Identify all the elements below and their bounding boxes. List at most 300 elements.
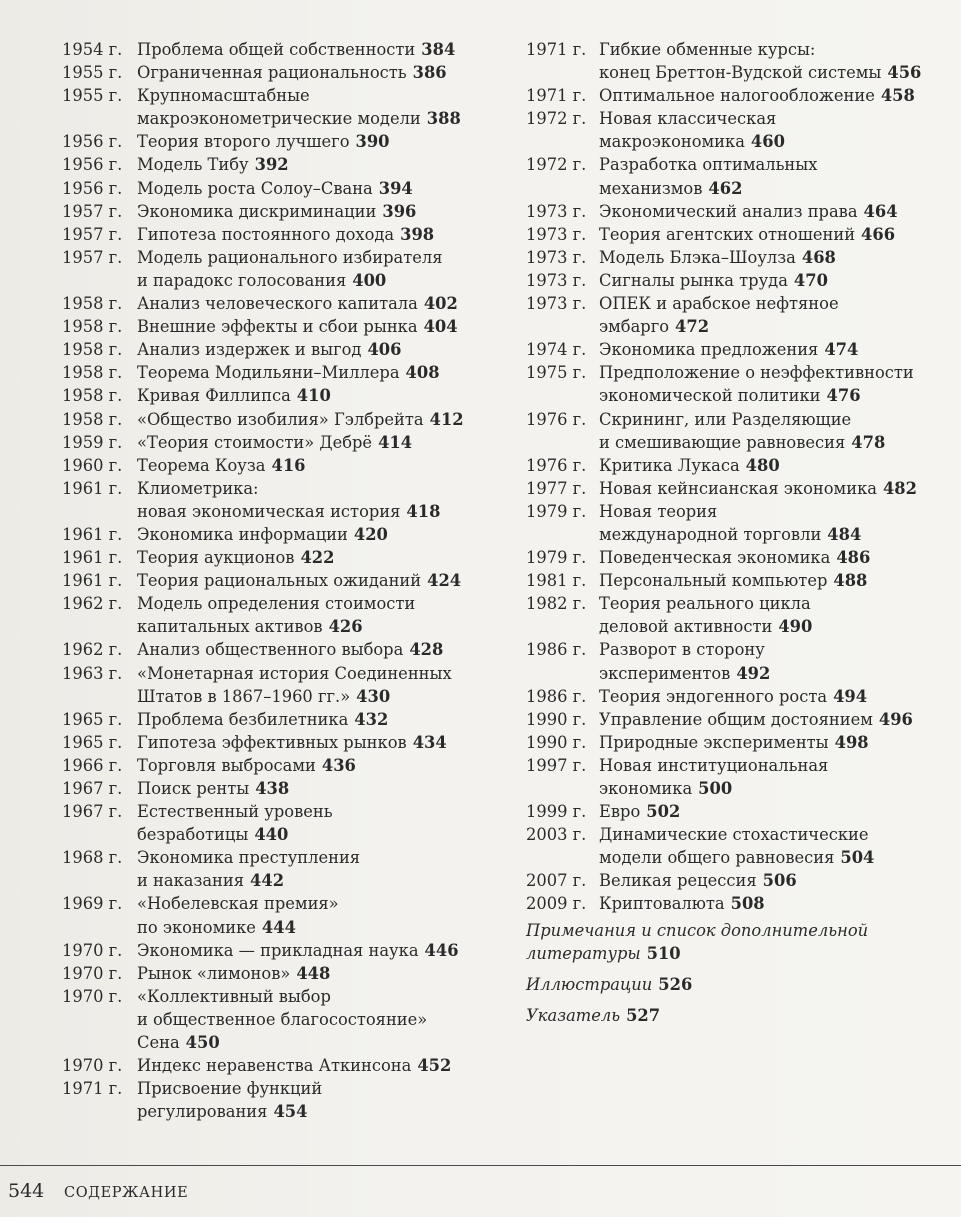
entry-title (599, 869, 951, 892)
entry-page-number: 492 (736, 663, 771, 683)
entry-page-number: 468 (801, 247, 836, 267)
entry-year: 1970 г. (62, 986, 123, 1006)
toc-entry[interactable] (62, 38, 502, 61)
entry-title (599, 269, 951, 292)
entry-title-line: Экономика преступления (137, 848, 361, 868)
entry-year: 1954 г. (62, 40, 123, 59)
entry-year: 1961 г. (62, 548, 123, 568)
entry-title-line: «Нобелевская премия» (137, 894, 339, 914)
toc-entry[interactable] (62, 708, 502, 731)
entry-page-number: 470 (793, 270, 828, 290)
entry-title (137, 292, 502, 315)
entry-title (137, 846, 502, 892)
toc-entry[interactable] (526, 269, 951, 292)
entry-title-line: Естественный уровень (137, 802, 333, 822)
entry-title-line: «Общество изобилия» Гэлбрейта (137, 409, 424, 429)
entry-year: 1957 г. (62, 201, 123, 221)
entry-page-number: 472 (675, 317, 710, 337)
entry-year: 1957 г. (62, 247, 123, 267)
toc-entry[interactable] (526, 338, 951, 361)
back-matter-title-line: Указатель (526, 1005, 621, 1025)
entry-title (599, 477, 951, 500)
entry-title-line: Персональный компьютер (599, 571, 828, 591)
entry-title-line: Теория рациональных ожиданий (137, 571, 422, 591)
back-matter-entry[interactable] (526, 1004, 951, 1027)
toc-entry[interactable] (62, 731, 502, 754)
entry-title (137, 962, 502, 985)
entry-title (599, 223, 951, 246)
entry-title-line: Проблема безбилетника (137, 709, 349, 729)
entry-title-line: ОПЕК и арабское нефтяное (599, 294, 839, 314)
entry-title (137, 708, 502, 731)
entry-page-number: 418 (406, 501, 441, 521)
toc-entry[interactable] (62, 892, 502, 938)
entry-title (137, 431, 502, 454)
back-matter-title-line: Примечания и список дополнительной (526, 920, 869, 940)
entry-page-number: 396 (382, 201, 417, 221)
entry-title (137, 153, 502, 176)
entry-page-number: 466 (861, 224, 896, 244)
toc-entry[interactable] (62, 800, 502, 846)
entry-title-line: Гибкие обменные курсы: (599, 40, 816, 59)
entry-page-number: 502 (646, 802, 681, 822)
toc-entry[interactable] (62, 454, 502, 477)
entry-title (137, 454, 502, 477)
toc-entry[interactable] (526, 592, 951, 638)
entry-page-number: 444 (261, 917, 296, 937)
entry-title (599, 200, 951, 223)
entry-page-number: 436 (321, 755, 356, 775)
entry-page-number: 454 (273, 1102, 308, 1122)
entry-year: 1961 г. (62, 524, 123, 544)
entry-title (137, 61, 502, 84)
entry-title-line: «Монетарная история Соединенных (137, 663, 452, 683)
entry-title-line: новая экономическая история (137, 501, 401, 521)
entry-title-line: Теорема Коуза (137, 455, 266, 475)
entry-page-number: 442 (250, 871, 285, 891)
toc-entry[interactable] (62, 754, 502, 777)
entry-title-line: Новая теория (599, 501, 718, 521)
back-matter-entry[interactable] (526, 973, 951, 996)
toc-entry[interactable] (62, 61, 502, 84)
entry-year: 1976 г. (526, 409, 587, 429)
entry-title (137, 38, 502, 61)
toc-entry[interactable] (62, 130, 502, 153)
entry-title-line: Гипотеза постоянного дохода (137, 224, 395, 244)
entry-page-number: 426 (328, 617, 363, 637)
toc-entry[interactable] (62, 246, 502, 292)
entry-page-number: 428 (409, 640, 444, 660)
entry-year: 1973 г. (526, 294, 587, 314)
entry-year: 1973 г. (526, 224, 587, 244)
entry-year: 1961 г. (62, 478, 123, 498)
toc-entry[interactable] (62, 477, 502, 523)
entry-title-line: безработицы (137, 825, 249, 845)
toc-entry[interactable] (526, 223, 951, 246)
toc-entry[interactable] (526, 638, 951, 684)
entry-title-line: Теория агентских отношений (599, 224, 856, 244)
entry-title-line: Евро (599, 802, 641, 822)
entry-year: 1981 г. (526, 571, 587, 591)
entry-title-line: Анализ общественного выбора (137, 640, 404, 660)
entry-year: 1965 г. (62, 732, 123, 752)
entry-title-line: Торговля выбросами (137, 755, 316, 775)
entry-year: 1958 г. (62, 294, 123, 314)
entry-year: 1976 г. (526, 455, 587, 475)
entry-title-line: эмбарго (599, 317, 670, 337)
entry-year: 1970 г. (62, 1056, 123, 1076)
entry-year: 1956 г. (62, 155, 123, 175)
entry-title-line: Экономика — прикладная наука (137, 940, 419, 960)
entry-year: 1979 г. (526, 501, 587, 521)
entry-title-line: Анализ издержек и выгод (137, 340, 362, 360)
toc-entry[interactable] (526, 454, 951, 477)
toc-entry[interactable] (62, 1054, 502, 1077)
entry-title (137, 569, 502, 592)
entry-year: 1958 г. (62, 340, 123, 360)
toc-entry[interactable] (62, 846, 502, 892)
toc-entry[interactable] (62, 84, 502, 130)
entry-title-line: Предположение о неэффективности (599, 363, 914, 383)
toc-entry[interactable] (62, 338, 502, 361)
entry-year: 1967 г. (62, 779, 123, 798)
entry-title-line: и парадокс голосования (137, 270, 347, 290)
entry-year: 1966 г. (62, 755, 123, 775)
entry-title (599, 361, 951, 407)
toc-entry[interactable] (526, 800, 951, 823)
entry-page-number: 406 (367, 340, 402, 360)
entry-title-line: Крупномасштабные (137, 86, 310, 106)
entry-page-number: 450 (185, 1033, 220, 1053)
entry-title (599, 38, 951, 84)
entry-title-line: экономика (599, 779, 693, 798)
entry-title (599, 823, 951, 869)
entry-title-line: Присвоение функций (137, 1079, 323, 1099)
entry-page-number: 508 (730, 894, 765, 914)
entry-page-number: 394 (378, 178, 413, 198)
entry-page-number: 452 (417, 1056, 452, 1076)
toc-entry[interactable] (62, 223, 502, 246)
footer-rule (0, 1165, 961, 1166)
entry-title (137, 315, 502, 338)
toc-right-column (526, 38, 951, 1027)
toc-entry[interactable] (62, 638, 502, 661)
toc-entry[interactable] (62, 662, 502, 708)
entry-page-number: 498 (834, 732, 869, 752)
entry-title-line: Ограниченная рациональность (137, 63, 407, 83)
entry-title (599, 153, 951, 199)
toc-entry[interactable] (526, 107, 951, 153)
toc-entry[interactable] (62, 384, 502, 407)
back-matter-entry[interactable] (526, 919, 951, 965)
entry-title (137, 1054, 502, 1077)
entry-title-line: Великая рецессия (599, 871, 757, 891)
entry-year: 1972 г. (526, 155, 587, 175)
entry-year: 1973 г. (526, 247, 587, 267)
entry-page-number: 474 (824, 340, 859, 360)
entry-year: 1962 г. (62, 640, 123, 660)
entry-page-number: 410 (296, 386, 331, 406)
toc-entry[interactable] (526, 292, 951, 338)
entry-page-number: 432 (354, 709, 389, 729)
entry-title (137, 384, 502, 407)
entry-title-line: Экономика информации (137, 524, 348, 544)
entry-page-number: 384 (421, 40, 456, 59)
toc-entry[interactable] (526, 754, 951, 800)
toc-entry[interactable] (526, 361, 951, 407)
entry-title-line: регулирования (137, 1102, 268, 1122)
entry-title-line: Разворот в сторону (599, 640, 765, 660)
entry-title-line: Анализ человеческого капитала (137, 294, 418, 314)
entry-page-number: 496 (878, 709, 913, 729)
entry-year: 1958 г. (62, 317, 123, 337)
entry-title (137, 523, 502, 546)
entry-title (137, 246, 502, 292)
entry-title (137, 546, 502, 569)
entry-year: 1973 г. (526, 270, 587, 290)
entry-year: 1971 г. (526, 86, 587, 106)
entry-title-line: Теория эндогенного роста (599, 686, 828, 706)
entry-title-line: Разработка оптимальных (599, 155, 818, 175)
back-matter-page-number: 526 (658, 974, 693, 994)
entry-page-number: 460 (750, 132, 785, 152)
entry-title-line: экспериментов (599, 663, 731, 683)
entry-title-line: Оптимальное налогообложение (599, 86, 875, 106)
entry-title-line: Критика Лукаса (599, 455, 740, 475)
entry-page-number: 440 (254, 825, 289, 845)
entry-title-line: экономической политики (599, 386, 821, 406)
entry-year: 2003 г. (526, 825, 587, 845)
entry-title-line: Теория реального цикла (599, 594, 811, 614)
entry-page-number: 430 (356, 686, 391, 706)
entry-title-line: Модель определения стоимости (137, 594, 416, 614)
entry-year: 1958 г. (62, 363, 123, 383)
entry-title-line: Экономика предложения (599, 340, 819, 360)
toc-entry[interactable] (526, 869, 951, 892)
toc-entry[interactable] (526, 408, 951, 454)
toc-entry[interactable] (526, 477, 951, 500)
page-footer (8, 1180, 188, 1202)
toc-entry[interactable] (62, 523, 502, 546)
entry-page-number: 480 (745, 455, 780, 475)
entry-title-line: Динамические стохастические (599, 825, 869, 845)
entry-year: 1955 г. (62, 63, 123, 83)
toc-entry[interactable] (62, 408, 502, 431)
toc-entry[interactable] (526, 569, 951, 592)
toc-entry[interactable] (526, 731, 951, 754)
entry-page-number: 386 (412, 63, 447, 83)
entry-title-line: Теорема Модильяни–Миллера (137, 363, 400, 383)
toc-entry[interactable] (62, 200, 502, 223)
entry-title (137, 223, 502, 246)
entry-page-number: 422 (300, 548, 335, 568)
entry-title-line: Рынок «лимонов» (137, 963, 291, 983)
entry-title (599, 84, 951, 107)
toc-entry[interactable] (526, 892, 951, 915)
entry-page-number: 404 (423, 317, 458, 337)
entry-title (137, 1077, 502, 1123)
entry-title-line: макроэконометрические модели (137, 109, 421, 129)
toc-entry[interactable] (62, 985, 502, 1054)
entry-year: 1977 г. (526, 478, 587, 498)
entry-page-number: 412 (429, 409, 464, 429)
entry-title (137, 638, 502, 661)
toc-entry[interactable] (526, 246, 951, 269)
entry-page-number: 488 (833, 571, 868, 591)
entry-page-number: 438 (255, 779, 290, 798)
toc-entry[interactable] (526, 823, 951, 869)
toc-entry[interactable] (62, 431, 502, 454)
entry-title-line: Поиск ренты (137, 779, 250, 798)
back-matter-title-line: Иллюстрации (526, 974, 653, 994)
entry-year: 1962 г. (62, 594, 123, 614)
entry-title-line: и наказания (137, 871, 245, 891)
entry-title-line: Управление общим достоянием (599, 709, 873, 729)
entry-page-number: 506 (762, 871, 797, 891)
toc-entry[interactable] (526, 84, 951, 107)
entry-title-line: Внешние эффекты и сбои рынка (137, 317, 418, 337)
entry-title-line: капитальных активов (137, 617, 323, 637)
entry-year: 1963 г. (62, 663, 123, 683)
toc-entry[interactable] (526, 708, 951, 731)
toc-entry[interactable] (62, 546, 502, 569)
entry-title (599, 800, 951, 823)
entry-title (137, 777, 502, 800)
entry-title-line: Клиометрика: (137, 478, 259, 498)
entry-title (599, 338, 951, 361)
toc-entry[interactable] (62, 962, 502, 985)
entry-year: 1975 г. (526, 363, 587, 383)
entry-page-number: 504 (840, 848, 875, 868)
entry-year: 1986 г. (526, 640, 587, 660)
entry-year: 2007 г. (526, 871, 587, 891)
entry-page-number: 398 (400, 224, 435, 244)
entry-title-line: Теория второго лучшего (137, 132, 350, 152)
toc-entry[interactable] (526, 546, 951, 569)
entry-title-line: «Теория стоимости» Дебрё (137, 432, 373, 452)
entry-title (137, 130, 502, 153)
entry-year: 1956 г. (62, 178, 123, 198)
toc-entry[interactable] (62, 315, 502, 338)
entry-title (599, 708, 951, 731)
entry-year: 1961 г. (62, 571, 123, 591)
entry-year: 1997 г. (526, 755, 587, 775)
toc-entry[interactable] (526, 500, 951, 546)
entry-year: 1968 г. (62, 848, 123, 868)
entry-page-number: 490 (778, 617, 813, 637)
entry-year: 1967 г. (62, 802, 123, 822)
entry-year: 1957 г. (62, 224, 123, 244)
entry-title (599, 638, 951, 684)
entry-title (599, 685, 951, 708)
entry-title-line: деловой активности (599, 617, 773, 637)
entry-year: 1986 г. (526, 686, 587, 706)
entry-title-line: и смешивающие равновесия (599, 432, 846, 452)
section-title: СОДЕРЖАНИЕ (64, 1185, 189, 1201)
toc-entry[interactable] (62, 939, 502, 962)
entry-year: 1970 г. (62, 940, 123, 960)
entry-year: 2009 г. (526, 894, 587, 914)
entry-page-number: 392 (254, 155, 289, 175)
toc-entry[interactable] (526, 685, 951, 708)
toc-entry[interactable] (526, 200, 951, 223)
toc-entry[interactable] (62, 1077, 502, 1123)
entry-title-line: макроэкономика (599, 132, 745, 152)
back-matter-title-line: литературы (526, 943, 641, 963)
entry-title-line: Модель Блэка–Шоулза (599, 247, 796, 267)
entry-title (137, 592, 502, 638)
entry-title-line: Экономика дискриминации (137, 201, 377, 221)
toc-entry[interactable] (62, 292, 502, 315)
entry-year: 1956 г. (62, 132, 123, 152)
toc-entry[interactable] (62, 592, 502, 638)
entry-year: 1990 г. (526, 732, 587, 752)
entry-title-line: Экономический анализ права (599, 201, 858, 221)
toc-entry[interactable] (62, 153, 502, 176)
entry-title (599, 246, 951, 269)
entry-page-number: 484 (827, 524, 862, 544)
entry-title (137, 361, 502, 384)
entry-title (137, 408, 502, 431)
entry-year: 1973 г. (526, 201, 587, 221)
entry-page-number: 408 (405, 363, 440, 383)
entry-year: 1979 г. (526, 548, 587, 568)
entry-year: 1999 г. (526, 802, 587, 822)
entry-page-number: 458 (880, 86, 915, 106)
entry-title-line: Модель роста Солоу–Свана (137, 178, 373, 198)
entry-title (599, 107, 951, 153)
entry-title-line: Криптовалюта (599, 894, 725, 914)
entry-title-line: Сигналы рынка труда (599, 270, 788, 290)
toc-entry[interactable] (62, 361, 502, 384)
entry-title-line: Модель Тибу (137, 155, 249, 175)
entry-page-number: 420 (353, 524, 388, 544)
entry-title (137, 731, 502, 754)
entry-page-number: 402 (423, 294, 458, 314)
entry-title-line: Новая институциональная (599, 755, 829, 775)
entry-page-number: 416 (271, 455, 306, 475)
entry-title (599, 292, 951, 338)
entry-page-number: 476 (826, 386, 861, 406)
entry-title-line: Модель рационального избирателя (137, 247, 443, 267)
entry-year: 1958 г. (62, 409, 123, 429)
entry-year: 1972 г. (526, 109, 587, 129)
entry-title (137, 662, 502, 708)
entry-title-line: Скрининг, или Разделяющие (599, 409, 852, 429)
entry-year: 1959 г. (62, 432, 123, 452)
entry-title (137, 477, 502, 523)
entry-title-line: Природные эксперименты (599, 732, 829, 752)
entry-year: 1971 г. (526, 40, 587, 59)
entry-page-number: 494 (833, 686, 868, 706)
entry-year: 1969 г. (62, 894, 123, 914)
entry-title (137, 177, 502, 200)
entry-title-line: Теория аукционов (137, 548, 295, 568)
entry-title (599, 546, 951, 569)
toc-entry[interactable] (62, 569, 502, 592)
toc-entry[interactable] (526, 38, 951, 84)
entry-page-number: 400 (352, 270, 387, 290)
toc-entry[interactable] (62, 177, 502, 200)
toc-entry[interactable] (526, 153, 951, 199)
entry-title-line: Сена (137, 1033, 180, 1053)
entry-page-number: 388 (426, 109, 461, 129)
entry-title-line: международной торговли (599, 524, 822, 544)
page-number: 544 (8, 1180, 45, 1202)
back-matter (526, 919, 951, 1027)
entry-title (137, 338, 502, 361)
toc-entry[interactable] (62, 777, 502, 800)
